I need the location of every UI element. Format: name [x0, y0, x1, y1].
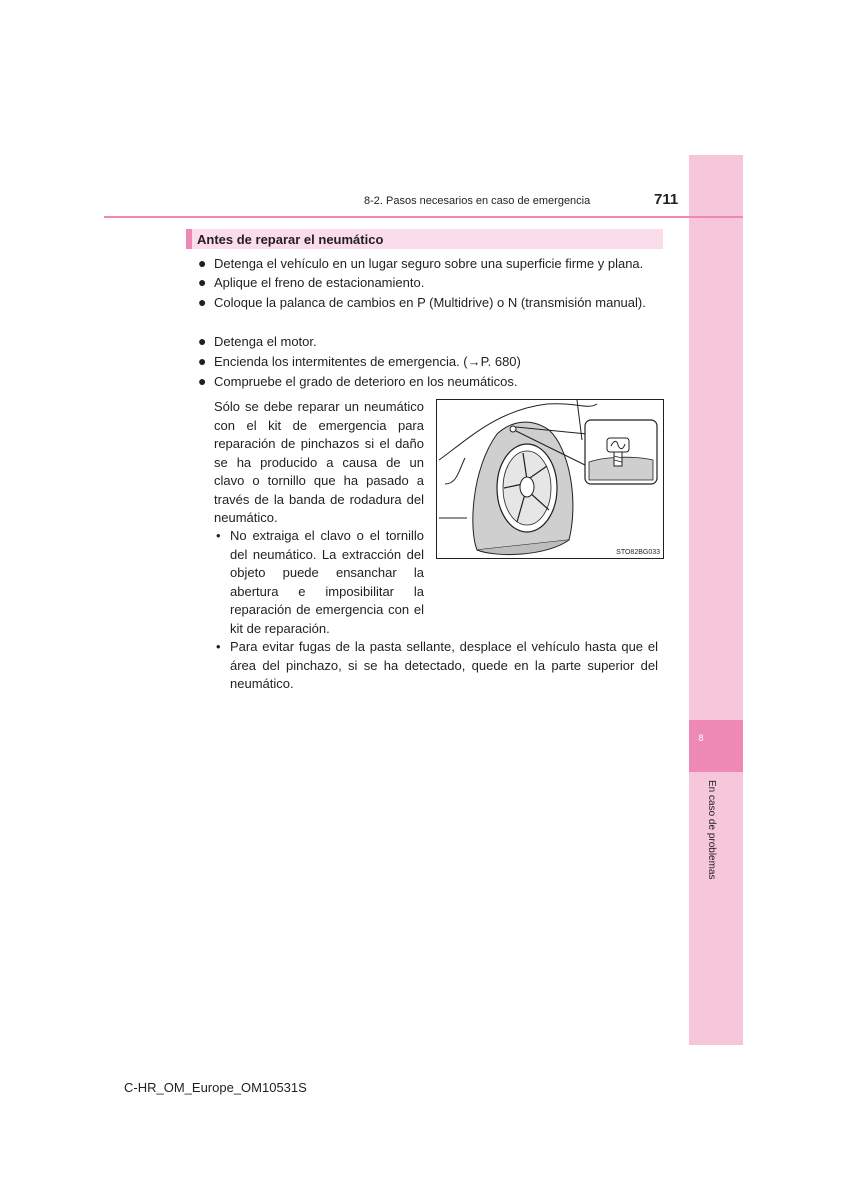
section-heading: Antes de reparar el neumático [197, 232, 384, 247]
list-item: ● Detenga el vehículo en un lugar seguro sobre una superficie firme y plana. [198, 254, 658, 274]
sub-bullet-icon: • [216, 639, 221, 654]
bullet-dot-icon: ● [198, 373, 207, 389]
sub-list-item: • Para evitar fugas de la pasta sellante, desplace el vehículo hasta que el área del pinchazo, si se ha detectado, quede en la parte superior del neumático. [216, 639, 658, 691]
header-section-title: 8-2. Pasos necesarios en caso de emergencia [364, 195, 591, 207]
sub-list-item: • No extraiga el clavo o el tornillo del neumático. La extracción del objeto puede ensanchar la abertura e imposibilitar la reparación de emergencia con el kit de reparación. [216, 528, 424, 636]
chapter-number: 8 [698, 733, 704, 743]
sub-bullet-icon: • [216, 528, 221, 543]
list-item: ● Coloque la palanca de cambios en P (Multidrive) o N (transmisión manual). [198, 293, 658, 313]
chapter-side-tab [689, 155, 743, 1045]
list-item: ● Compruebe el grado de deterioro en los neumáticos. [198, 372, 658, 392]
bullet-dot-icon: ● [198, 294, 207, 310]
bullet-dot-icon: ● [198, 333, 207, 349]
bullet-dot-icon: ● [198, 274, 207, 290]
page-number: 711 [654, 191, 679, 208]
header-divider [104, 216, 743, 218]
chapter-title: En caso de problemas [706, 780, 717, 880]
figure-code: STO82BG033 [616, 549, 660, 556]
section-heading-marker [186, 229, 192, 249]
bullet-dot-icon: ● [198, 255, 207, 271]
flat-tire-figure [436, 399, 664, 559]
document-footer: C-HR_OM_Europe_OM10531S [124, 1080, 307, 1095]
list-item: ● Detenga el motor. [198, 332, 658, 352]
bullet-dot-icon: ● [198, 353, 207, 369]
flat-tire-with-screw-icon [437, 400, 663, 558]
chapter-side-tab-marker [689, 720, 743, 772]
repair-paragraph: Sólo se debe reparar un neumático con el kit de emergencia para reparación de pinchazos si el daño se ha producido a causa de un clavo o tornillo que ha pasado a través de la banda de rodadura del neumático. [214, 399, 424, 525]
list-item: ● Encienda los intermitentes de emergencia. (→P. 680) [198, 352, 658, 372]
list-item: ● Aplique el freno de estacionamiento. [198, 273, 658, 293]
